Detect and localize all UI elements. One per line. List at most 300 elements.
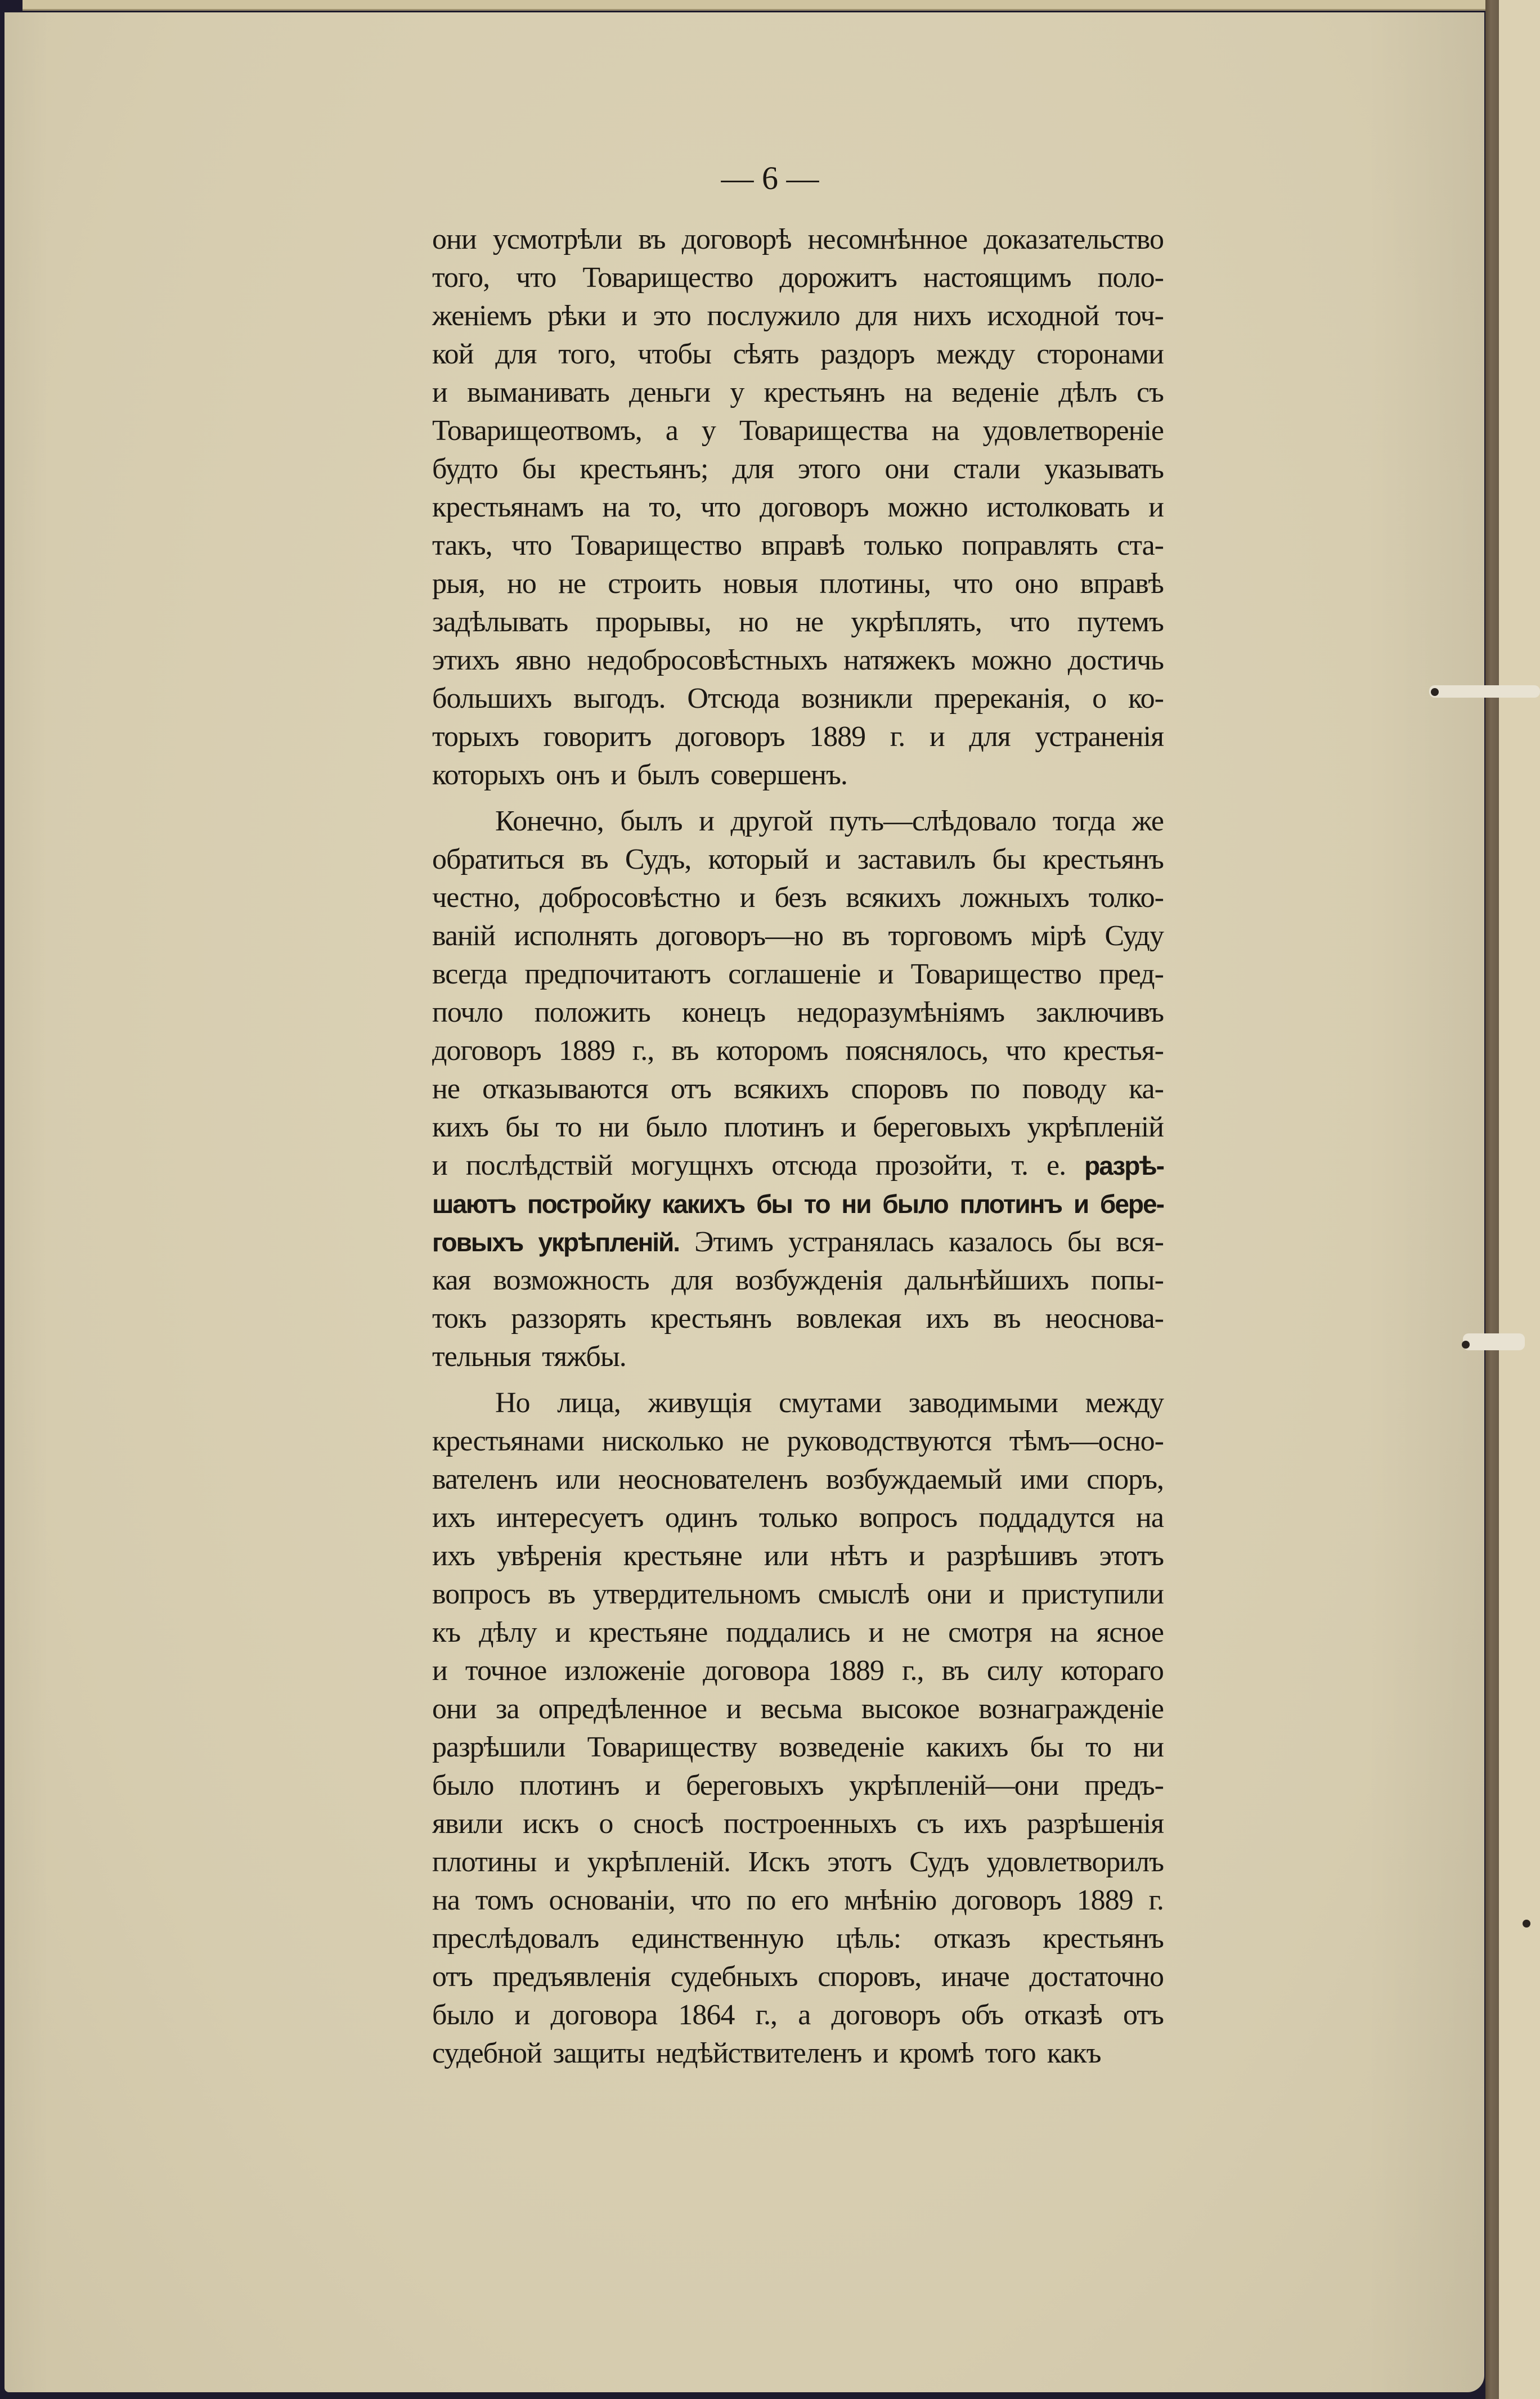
word: и xyxy=(825,843,841,875)
word: бы xyxy=(992,843,1026,875)
text-line xyxy=(432,527,1164,565)
word: послужило xyxy=(707,300,840,332)
text-line xyxy=(432,488,1164,527)
word: и xyxy=(868,1616,884,1648)
text-line xyxy=(432,1147,1164,1185)
next-page-edge xyxy=(1492,0,1540,2399)
word: не xyxy=(432,1073,460,1105)
word: вовлекая xyxy=(796,1302,901,1335)
word: плотины, xyxy=(819,568,931,600)
text-line xyxy=(432,1032,1164,1070)
word: въ xyxy=(581,843,608,875)
word: вправѣ xyxy=(761,529,845,561)
word: разрѣшили xyxy=(432,1731,565,1763)
word: прозойти, xyxy=(875,1149,993,1181)
word: дѣлу xyxy=(479,1616,537,1648)
word: договоръ xyxy=(432,1035,541,1067)
word: изложеніе xyxy=(564,1655,685,1687)
word: не xyxy=(902,1616,930,1648)
word: исходной xyxy=(987,300,1099,332)
text-line xyxy=(432,917,1164,955)
text-line xyxy=(432,955,1164,994)
word: ка- xyxy=(1129,1073,1164,1105)
word: приступили xyxy=(1021,1578,1164,1610)
word: предъ- xyxy=(1084,1769,1164,1802)
word: а xyxy=(665,415,678,447)
text-line xyxy=(432,1767,1164,1805)
text-line xyxy=(432,335,1164,374)
text-line xyxy=(432,2034,1164,2073)
text-line xyxy=(432,718,1164,756)
word: заключивъ xyxy=(1036,996,1164,1028)
word: договора xyxy=(550,1999,658,2031)
word: и xyxy=(873,2037,888,2069)
word: былъ xyxy=(620,805,683,837)
word: договоръ xyxy=(760,491,869,523)
word: вопросъ xyxy=(859,1502,958,1534)
word: и xyxy=(432,376,447,408)
word: иначе xyxy=(941,1961,1009,1993)
word: его xyxy=(791,1884,829,1916)
word: удовлетворилъ xyxy=(986,1846,1164,1878)
word: рѣки xyxy=(547,300,606,332)
text-line xyxy=(432,1108,1164,1147)
word: на xyxy=(602,491,630,523)
text-line xyxy=(432,680,1164,718)
word: точное xyxy=(465,1655,547,1687)
word: только xyxy=(864,529,943,561)
bold-word: то xyxy=(803,1189,830,1219)
word: что xyxy=(516,262,556,294)
word: бы xyxy=(1030,1731,1063,1763)
word: токъ xyxy=(432,1302,487,1335)
word: крестьянъ; xyxy=(580,453,708,485)
word: на xyxy=(1136,1502,1164,1534)
word: Конечно, xyxy=(495,805,604,837)
paragraph xyxy=(432,221,1164,794)
word: договоръ xyxy=(831,1999,941,2031)
word: на xyxy=(1050,1616,1078,1648)
word: дѣлъ xyxy=(1058,376,1117,408)
binding-hole xyxy=(1462,1341,1470,1349)
bold-word: и xyxy=(1073,1189,1089,1219)
text-line xyxy=(432,1223,1164,1261)
word: построенныхъ xyxy=(724,1808,896,1840)
word: обратиться xyxy=(432,843,564,875)
binding-thread xyxy=(1463,1333,1525,1350)
word: этотъ xyxy=(827,1846,892,1878)
word: что xyxy=(511,529,552,561)
text-line xyxy=(432,1728,1164,1767)
bold-word: бы xyxy=(756,1189,792,1219)
word: о xyxy=(1092,682,1107,715)
word: отказываются xyxy=(482,1073,648,1105)
word: ни xyxy=(1133,1731,1164,1763)
word: бы xyxy=(522,453,556,485)
word: томъ xyxy=(475,1884,533,1916)
word: г., xyxy=(902,1655,924,1687)
word: Товарищеотвомъ, xyxy=(432,415,642,447)
word: нѣтъ xyxy=(830,1540,888,1572)
word: 1889 xyxy=(558,1035,615,1067)
word: безъ xyxy=(774,882,827,914)
binding-gutter xyxy=(1485,0,1499,2399)
text-line xyxy=(432,412,1164,450)
word: отъ xyxy=(670,1073,711,1105)
word: увѣренія xyxy=(496,1540,601,1572)
word: е. xyxy=(1047,1149,1066,1181)
word: но xyxy=(507,568,536,600)
word: споръ, xyxy=(1086,1463,1164,1495)
word: крестьяне xyxy=(589,1616,708,1648)
text-line xyxy=(432,1537,1164,1575)
word: споровъ, xyxy=(818,1961,922,1993)
word: Товарищество xyxy=(571,529,742,561)
word: плотинъ xyxy=(519,1769,619,1802)
word: Суду xyxy=(1105,920,1164,952)
bold-word: шаютъ xyxy=(432,1189,516,1219)
text-line xyxy=(432,1185,1164,1223)
word: и xyxy=(514,1999,530,2031)
bold-word: говыхъ xyxy=(432,1228,523,1257)
word: судебной xyxy=(432,2037,542,2069)
word: договоръ—но xyxy=(656,920,823,952)
text-line xyxy=(432,565,1164,603)
word: будто xyxy=(432,453,498,485)
body-text xyxy=(432,221,1164,2073)
word: предъявленія xyxy=(492,1961,651,1993)
text-line xyxy=(432,1881,1164,1920)
word: не xyxy=(558,568,586,600)
word: ваній xyxy=(432,920,496,952)
word: и xyxy=(841,1111,856,1143)
word: конецъ xyxy=(681,996,766,1028)
word: разрѣшенія xyxy=(1026,1808,1164,1840)
word: смутами xyxy=(779,1387,882,1419)
word: одинъ xyxy=(665,1502,738,1534)
word: для xyxy=(671,1264,713,1296)
word: основаніи, xyxy=(549,1884,675,1916)
word: но xyxy=(738,606,768,638)
word: и xyxy=(1148,491,1164,523)
text-line xyxy=(432,297,1164,335)
word: на xyxy=(904,376,932,408)
word: же xyxy=(1132,805,1164,837)
word: кихъ xyxy=(432,1111,488,1143)
word: деньги xyxy=(628,376,711,408)
word: и xyxy=(739,882,755,914)
word: предпочитаютъ xyxy=(524,958,711,990)
page-top-edge xyxy=(23,0,1485,11)
paragraph xyxy=(432,802,1164,1376)
word: бы xyxy=(1067,1226,1101,1258)
word: вправѣ xyxy=(1080,568,1164,600)
word: утвердительномъ xyxy=(592,1578,801,1610)
word: то, xyxy=(649,491,682,523)
word: женіемъ xyxy=(432,300,532,332)
word: кой xyxy=(432,338,474,370)
bold-word: какихъ xyxy=(662,1189,745,1219)
text-line xyxy=(432,994,1164,1032)
word: пререканія, xyxy=(934,682,1071,715)
word: отсюда xyxy=(771,1149,857,1181)
word: настоящимъ xyxy=(923,262,1071,294)
word: послѣдствій xyxy=(465,1149,613,1181)
word: нисколько xyxy=(601,1425,724,1457)
word: торговомъ xyxy=(888,920,1012,952)
binding-hole xyxy=(1431,688,1439,696)
page-number: — 6 — xyxy=(721,160,819,196)
word: натяжекъ xyxy=(843,644,955,676)
text-line xyxy=(432,221,1164,259)
word: того, xyxy=(558,338,616,370)
word: всякихъ xyxy=(734,1073,829,1105)
text-line xyxy=(432,1652,1164,1690)
word: кромѣ xyxy=(899,2037,974,2069)
word: задѣлывать xyxy=(432,606,568,638)
word: того, xyxy=(432,262,490,294)
word: объ xyxy=(961,1999,1004,2031)
text-line xyxy=(432,1422,1164,1461)
word: дальнѣйшихъ xyxy=(904,1264,1069,1296)
word: новыя xyxy=(723,568,798,600)
word: ясное xyxy=(1096,1616,1164,1648)
word: путемъ xyxy=(1077,606,1164,638)
word: дорожитъ xyxy=(779,262,897,294)
word: въ xyxy=(842,920,869,952)
word: между xyxy=(1085,1387,1164,1419)
word: которомъ xyxy=(716,1035,828,1067)
word: береговыхъ xyxy=(685,1769,824,1802)
word: въ xyxy=(993,1302,1021,1335)
word: сторонами xyxy=(1036,338,1164,370)
word: чтобы xyxy=(637,338,711,370)
word: 1889 xyxy=(1076,1884,1133,1916)
word: и xyxy=(929,721,945,753)
word: ихъ xyxy=(926,1302,969,1335)
word: поддались xyxy=(726,1616,850,1648)
word: Товарищество xyxy=(910,958,1081,990)
text-line xyxy=(432,1958,1164,1996)
word: весьма xyxy=(760,1693,842,1725)
word: 1889 xyxy=(828,1655,885,1687)
word: крестьянамъ xyxy=(432,491,583,523)
word: отказъ xyxy=(933,1922,1011,1955)
word: можно xyxy=(971,644,1052,676)
word: живущія xyxy=(648,1387,752,1419)
word: для xyxy=(856,300,897,332)
text-line xyxy=(432,1805,1164,1843)
word: г. xyxy=(1148,1884,1164,1916)
text-line xyxy=(432,879,1164,917)
word: устраненія xyxy=(1035,721,1164,753)
word: вопросъ xyxy=(432,1578,531,1610)
word: на xyxy=(931,415,959,447)
word: что xyxy=(1009,606,1050,638)
word: того xyxy=(985,2037,1036,2069)
word: такъ, xyxy=(432,529,492,561)
word: вознагражденіе xyxy=(978,1693,1164,1725)
text-line xyxy=(432,841,1164,879)
word: интересуетъ xyxy=(496,1502,644,1534)
word: ко- xyxy=(1128,682,1164,715)
bold-word: ни xyxy=(841,1189,871,1219)
word: тогда xyxy=(1052,805,1116,837)
word: кая xyxy=(432,1264,471,1296)
word: искъ xyxy=(523,1808,579,1840)
word: договора xyxy=(703,1655,810,1687)
word: къ xyxy=(432,1616,461,1648)
word: крестья- xyxy=(1063,1035,1164,1067)
word: истолковать xyxy=(986,491,1130,523)
word: этотъ xyxy=(1099,1540,1164,1572)
word: Этимъ xyxy=(694,1226,773,1258)
paragraph-gap xyxy=(432,794,1164,802)
word: т. xyxy=(1011,1149,1029,1181)
word: тѣмъ—осно- xyxy=(1009,1425,1164,1457)
text-line xyxy=(432,1261,1164,1300)
word: оно xyxy=(1014,568,1058,600)
word: и xyxy=(699,805,714,837)
word: заводимыми xyxy=(908,1387,1058,1419)
word: договоръ xyxy=(675,721,785,753)
word: они xyxy=(927,1578,971,1610)
word: сѣять xyxy=(733,338,799,370)
word: совершенъ. xyxy=(710,759,847,791)
text-line xyxy=(432,756,1164,794)
text-line xyxy=(432,1300,1164,1338)
text-line xyxy=(432,1384,1164,1422)
word: всегда xyxy=(432,958,508,990)
word: крестьяне xyxy=(623,1540,742,1572)
word: преслѣдовалъ xyxy=(432,1922,599,1955)
word: они xyxy=(432,223,477,255)
text-line xyxy=(432,1461,1164,1499)
word: удовлетвореніе xyxy=(982,415,1164,447)
word: отказѣ xyxy=(1024,1999,1102,2031)
word: ста- xyxy=(1117,529,1164,561)
word: точ- xyxy=(1115,300,1164,332)
word: добросовѣстно xyxy=(540,882,720,914)
word: явили xyxy=(432,1808,503,1840)
text-line xyxy=(432,259,1164,297)
word: веденіе xyxy=(951,376,1039,408)
word: возможность xyxy=(493,1264,649,1296)
word: укрѣпленій xyxy=(1027,1111,1164,1143)
word: и xyxy=(989,1578,1004,1610)
word: почло xyxy=(432,996,503,1028)
word: Товарищества xyxy=(739,415,908,447)
word: на xyxy=(432,1884,460,1916)
word: то xyxy=(1085,1731,1112,1763)
word: у xyxy=(701,415,716,447)
word: этихъ xyxy=(432,644,499,676)
word: 1889 xyxy=(809,721,866,753)
word: которыхъ xyxy=(432,759,545,791)
word: достичь xyxy=(1067,644,1164,676)
word: и xyxy=(554,1846,569,1878)
text-line xyxy=(432,1843,1164,1881)
bold-word: плотинъ xyxy=(959,1189,1062,1219)
word: о xyxy=(599,1808,613,1840)
word: возбуждаемый xyxy=(825,1463,1002,1495)
word: въ xyxy=(547,1578,575,1610)
word: былъ xyxy=(637,759,699,791)
word: защиты xyxy=(553,2037,645,2069)
word: въ xyxy=(671,1035,699,1067)
text-line xyxy=(432,1996,1164,2034)
word: ихъ xyxy=(432,1502,475,1534)
word: крестьянъ xyxy=(1043,1922,1164,1955)
word: и xyxy=(909,1540,924,1572)
word: несомнѣнное xyxy=(807,223,968,255)
word: г. xyxy=(890,721,905,753)
word: мірѣ xyxy=(1031,920,1086,952)
word: а xyxy=(798,1999,811,2031)
word: было xyxy=(645,1111,707,1143)
word: было xyxy=(432,1769,494,1802)
word: положить xyxy=(534,996,650,1028)
text-line xyxy=(432,1575,1164,1614)
text-line xyxy=(432,1338,1164,1376)
word: плотинъ xyxy=(724,1111,824,1143)
word: устранялась xyxy=(788,1226,934,1258)
bold-word: постройку xyxy=(527,1189,650,1219)
word: тяжбы. xyxy=(542,1341,626,1373)
word: ими xyxy=(1020,1463,1068,1495)
word: г., xyxy=(632,1035,654,1067)
word: въ xyxy=(941,1655,969,1687)
word: силу xyxy=(986,1655,1043,1687)
text-line xyxy=(432,450,1164,488)
word: споровъ xyxy=(851,1073,948,1105)
word: договоръ xyxy=(952,1884,1061,1916)
word: цѣль: xyxy=(836,1922,901,1955)
word: крестьянъ xyxy=(764,376,885,408)
word: и xyxy=(432,1655,447,1687)
bold-word: бере- xyxy=(1099,1189,1164,1219)
text-line xyxy=(432,1920,1164,1958)
word: что xyxy=(1005,1035,1046,1067)
word: г., xyxy=(755,1999,778,2031)
word: Товарищество xyxy=(582,262,753,294)
word: Судъ xyxy=(909,1846,969,1878)
bold-word: разрѣ- xyxy=(1084,1151,1164,1180)
word: бы xyxy=(505,1111,539,1143)
word: неоснова- xyxy=(1045,1302,1164,1335)
word: рыя, xyxy=(432,568,485,600)
word: заставилъ xyxy=(857,843,976,875)
word: и xyxy=(610,759,626,791)
word: или xyxy=(555,1463,600,1495)
word: для xyxy=(495,338,537,370)
word: единственную xyxy=(631,1922,804,1955)
paragraph-gap xyxy=(432,1376,1164,1384)
word: поправлять xyxy=(962,529,1098,561)
word: вателенъ xyxy=(432,1463,538,1495)
word: что xyxy=(953,568,993,600)
word: разрѣшивъ xyxy=(946,1540,1077,1572)
text-line xyxy=(432,1614,1164,1652)
word: другой xyxy=(730,805,813,837)
binding-hole xyxy=(1523,1920,1530,1928)
word: и xyxy=(555,1616,571,1648)
word: путь—слѣдовало xyxy=(829,805,1036,837)
word: казалось xyxy=(949,1226,1052,1258)
word: всякихъ xyxy=(846,882,941,914)
word: недоразумѣніямъ xyxy=(797,996,1004,1028)
word: явно xyxy=(515,644,571,676)
